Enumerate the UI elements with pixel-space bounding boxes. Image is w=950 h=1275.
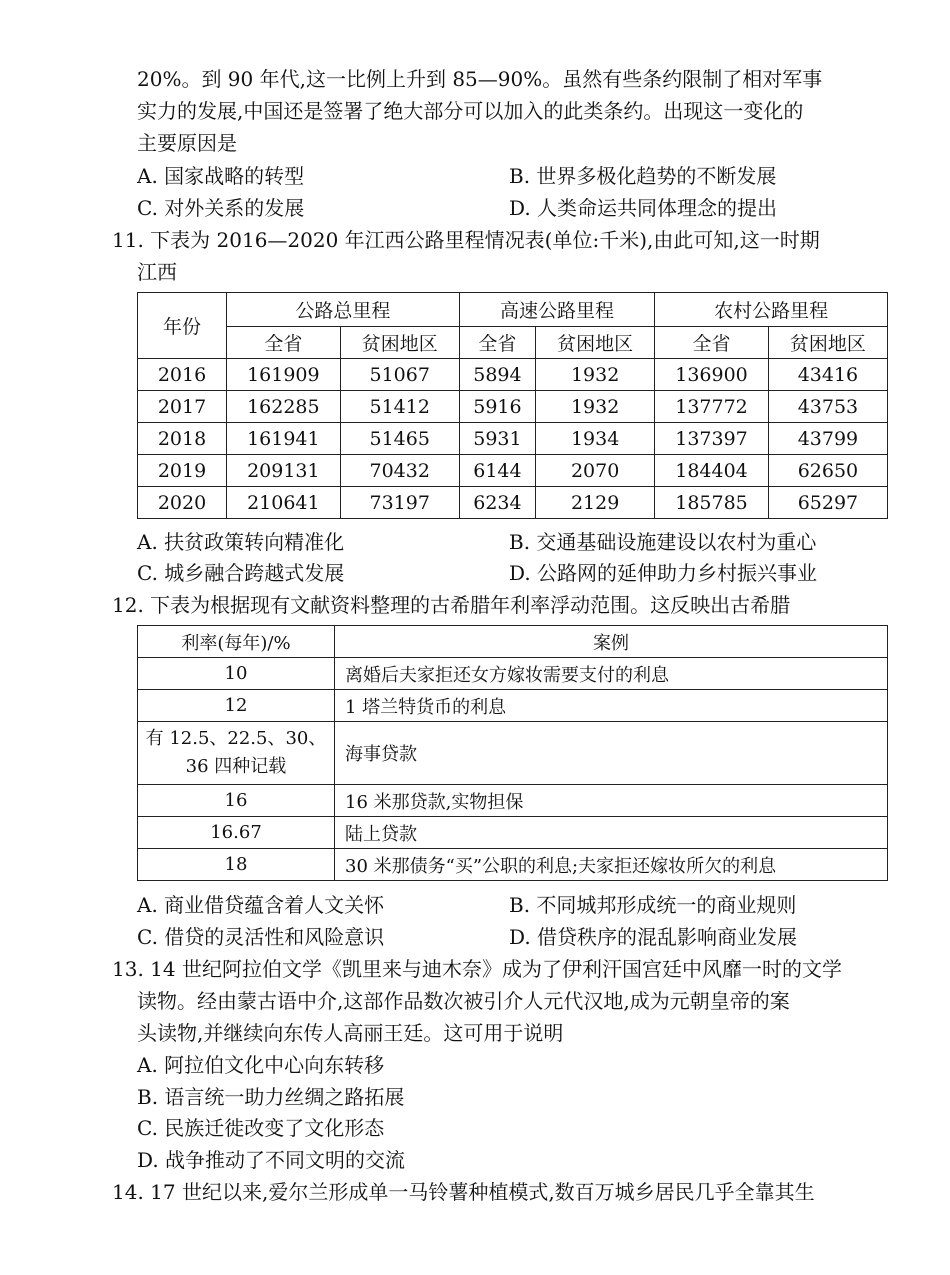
cell: 2020 — [138, 487, 227, 519]
cell: 5916 — [459, 391, 535, 423]
subheader: 贫困地区 — [768, 327, 887, 359]
cell: 51412 — [340, 391, 459, 423]
q10-line-3: 主要原因是 — [137, 131, 237, 155]
cell: 2070 — [536, 455, 655, 487]
q11-option-b: B. 交通基础设施建设以农村为重心 — [509, 530, 817, 554]
total-road-header: 公路总里程 — [227, 293, 460, 327]
cell: 51465 — [340, 423, 459, 455]
q10-line-1: 20%。到 90 年代,这一比例上升到 85—90%。虽然有些条约限制了相对军事 — [137, 67, 823, 91]
q14-stem-line-1: 14. 17 世纪以来,爱尔兰形成单一马铃薯种植模式,数百万城乡居民几乎全靠其生 — [112, 1180, 815, 1204]
table-row — [138, 722, 888, 785]
table-row — [138, 849, 888, 881]
case-cell: 30 米那债务“买”公职的利息;夫家拒还嫁妆所欠的利息 — [335, 849, 888, 881]
table-row — [138, 423, 888, 455]
cell: 2017 — [138, 391, 227, 423]
case-cell: 1 塔兰特货币的利息 — [335, 690, 888, 722]
case-cell: 16 米那贷款,实物担保 — [335, 785, 888, 817]
cell: 43416 — [768, 359, 887, 391]
cell: 62650 — [768, 455, 887, 487]
q11-option-d: D. 公路网的延伸助力乡村振兴事业 — [509, 561, 818, 585]
cell: 43799 — [768, 423, 887, 455]
year-header: 年份 — [138, 293, 227, 359]
case-cell: 陆上贷款 — [335, 817, 888, 849]
table-row — [138, 455, 888, 487]
cell: 2016 — [138, 359, 227, 391]
cell: 161941 — [227, 423, 341, 455]
cell: 1932 — [536, 359, 655, 391]
table-row — [138, 487, 888, 519]
cell: 136900 — [655, 359, 769, 391]
cell: 51067 — [340, 359, 459, 391]
q10-option-a: A. 国家战略的转型 — [137, 164, 305, 188]
highway-header: 高速公路里程 — [459, 293, 654, 327]
cell: 137397 — [655, 423, 769, 455]
q12-option-d: D. 借贷秩序的混乱影响商业发展 — [509, 925, 798, 949]
subheader: 贫困地区 — [536, 327, 655, 359]
q10-option-c: C. 对外关系的发展 — [137, 196, 305, 220]
cell: 161909 — [227, 359, 341, 391]
cell: 6144 — [459, 455, 535, 487]
table-row — [138, 658, 888, 690]
q12-option-a: A. 商业借贷蕴含着人文关怀 — [137, 893, 385, 917]
cell: 43753 — [768, 391, 887, 423]
table-row — [138, 359, 888, 391]
q13-option-c: C. 民族迁徙改变了文化形态 — [137, 1116, 385, 1140]
q12-option-b: B. 不同城邦形成统一的商业规则 — [509, 893, 797, 917]
case-cell: 海事贷款 — [335, 722, 888, 785]
q13-option-d: D. 战争推动了不同文明的交流 — [137, 1148, 406, 1172]
table-row — [138, 785, 888, 817]
rate-cell: 16 — [138, 785, 335, 817]
cell: 2019 — [138, 455, 227, 487]
q11-stem-line-2: 江西 — [137, 260, 177, 284]
subheader: 贫困地区 — [340, 327, 459, 359]
cell: 2129 — [536, 487, 655, 519]
cell: 1934 — [536, 423, 655, 455]
cell: 185785 — [655, 487, 769, 519]
rate-cell: 10 — [138, 658, 335, 690]
cell: 6234 — [459, 487, 535, 519]
table-row — [138, 817, 888, 849]
rate-cell: 有 12.5、22.5、30、 36 四种记载 — [138, 722, 335, 785]
q10-option-d: D. 人类命运共同体理念的提出 — [509, 196, 778, 220]
q13-option-a: A. 阿拉伯文化中心向东转移 — [137, 1053, 385, 1077]
rural-road-header: 农村公路里程 — [655, 293, 888, 327]
subheader: 全省 — [227, 327, 341, 359]
q11-stem-line-1: 11. 下表为 2016—2020 年江西公路里程情况表(单位:千米),由此可知,这一时期 — [112, 228, 820, 252]
cell: 184404 — [655, 455, 769, 487]
rate-header: 利率(每年)/% — [138, 626, 335, 658]
cell: 2018 — [138, 423, 227, 455]
cell: 210641 — [227, 487, 341, 519]
interest-rate-table — [137, 625, 888, 881]
q13-stem-line-2: 读物。经由蒙古语中介,这部作品数次被引介人元代汉地,成为元朝皇帝的案 — [137, 989, 790, 1013]
case-cell: 离婚后夫家拒还女方嫁妆需要支付的利息 — [335, 658, 888, 690]
q12-option-c: C. 借贷的灵活性和风险意识 — [137, 925, 385, 949]
subheader: 全省 — [655, 327, 769, 359]
road-mileage-table — [137, 292, 888, 519]
table-row — [138, 690, 888, 722]
cell: 137772 — [655, 391, 769, 423]
cell: 1932 — [536, 391, 655, 423]
cell: 209131 — [227, 455, 341, 487]
subheader: 全省 — [459, 327, 535, 359]
q13-option-b: B. 语言统一助力丝绸之路拓展 — [137, 1085, 405, 1109]
q10-line-2: 实力的发展,中国还是签署了绝大部分可以加入的此类条约。出现这一变化的 — [137, 99, 804, 123]
rate-cell: 12 — [138, 690, 335, 722]
rate-cell: 16.67 — [138, 817, 335, 849]
cell: 5894 — [459, 359, 535, 391]
cell: 70432 — [340, 455, 459, 487]
cell: 65297 — [768, 487, 887, 519]
q11-option-a: A. 扶贫政策转向精准化 — [137, 530, 345, 554]
cell: 162285 — [227, 391, 341, 423]
q13-stem-line-3: 头读物,并继续向东传人高丽王廷。这可用于说明 — [137, 1021, 564, 1045]
table-row — [138, 391, 888, 423]
case-header: 案例 — [335, 626, 888, 658]
q13-stem-line-1: 13. 14 世纪阿拉伯文学《凯里来与迪木奈》成为了伊利汗国宫廷中风靡一时的文学 — [112, 957, 842, 981]
cell: 5931 — [459, 423, 535, 455]
cell: 73197 — [340, 487, 459, 519]
q12-stem: 12. 下表为根据现有文献资料整理的古希腊年利率浮动范围。这反映出古希腊 — [112, 593, 791, 617]
q10-option-b: B. 世界多极化趋势的不断发展 — [509, 164, 777, 188]
rate-cell: 18 — [138, 849, 335, 881]
q11-option-c: C. 城乡融合跨越式发展 — [137, 561, 345, 585]
